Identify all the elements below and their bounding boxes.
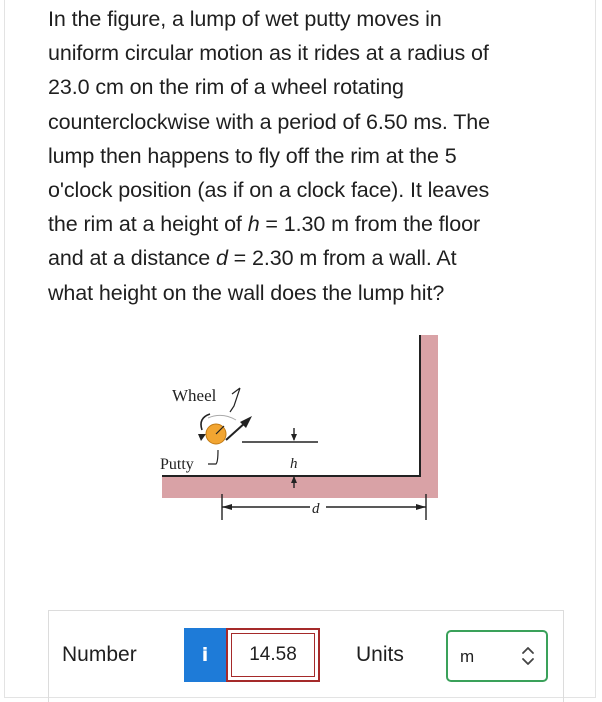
problem-line: o'clock position (as if on a clock face). It leaves [48, 178, 490, 203]
problem-line: counterclockwise with a period of 6.50 ms. The [48, 109, 490, 134]
info-button[interactable] [184, 628, 226, 682]
problem-statement [48, 2, 568, 310]
problem-line: lump then happens to fly off the rim at the 5 [48, 143, 457, 168]
wall [420, 335, 438, 498]
variable-d: d [215, 246, 228, 271]
problem-line: 23.0 cm on the rim of a wheel rotating [48, 75, 404, 100]
chevron-updown-icon [520, 643, 536, 669]
problem-line: the rim at a height of h = 1.30 m from the floor [48, 212, 481, 237]
floor [162, 476, 438, 498]
problem-line: what height on the wall does the lump hit? [48, 280, 445, 305]
physics-figure [150, 330, 450, 530]
units-dropdown[interactable] [446, 630, 548, 682]
putty-label: Putty [160, 456, 194, 473]
units-selected-value: m [460, 647, 475, 666]
problem-line: uniform circular motion as it rides at a radius of [48, 41, 489, 66]
variable-h: h [247, 212, 260, 237]
answer-input[interactable] [226, 628, 320, 682]
info-icon: i [201, 644, 209, 666]
number-label: Number [62, 643, 137, 666]
d-label: d [312, 501, 320, 517]
units-label: Units [356, 643, 404, 666]
problem-line: In the figure, a lump of wet putty moves in [48, 7, 442, 31]
problem-line: and at a distance d = 2.30 m from a wall. At [48, 246, 457, 271]
answer-value: 14.58 [231, 633, 315, 677]
h-label: h [290, 456, 298, 472]
wheel-label: Wheel [172, 386, 217, 405]
